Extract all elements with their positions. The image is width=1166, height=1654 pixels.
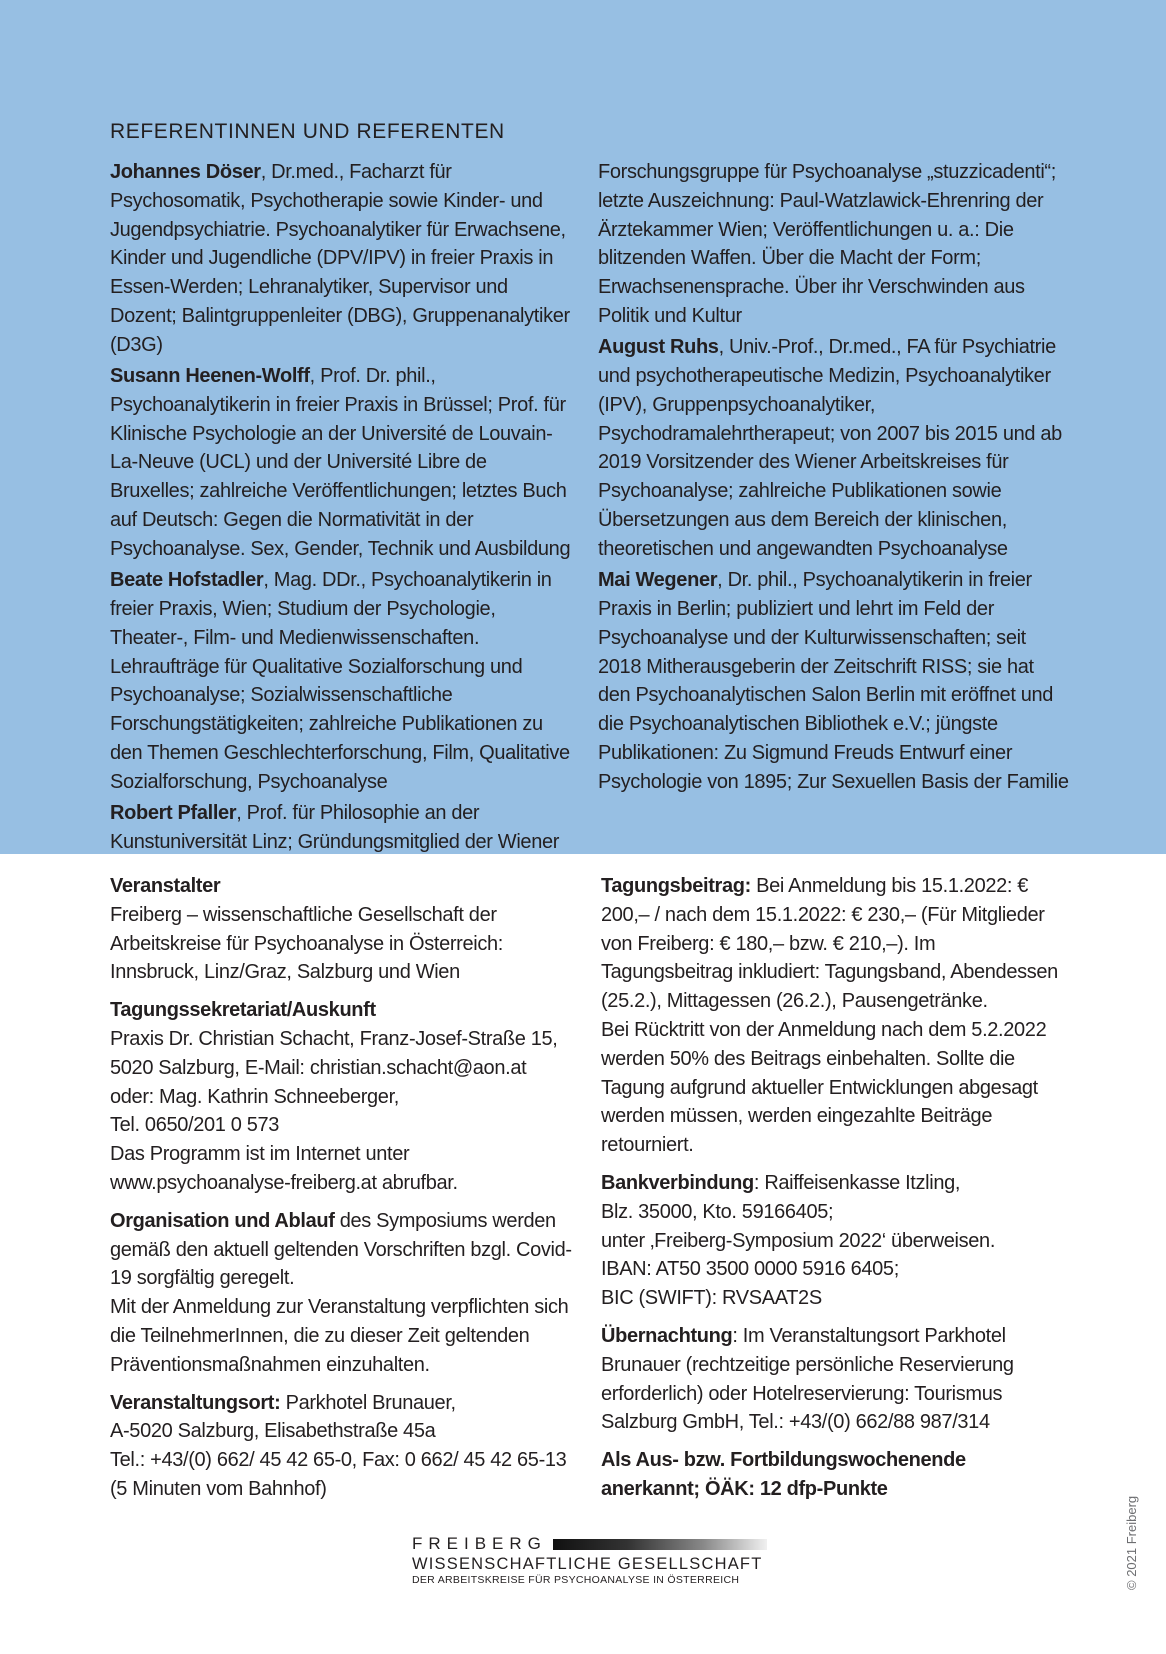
speaker-name: Johannes Döser bbox=[110, 161, 261, 183]
accreditation-line: anerkannt; ÖÄK: 12 dfp-Punkte bbox=[601, 1477, 888, 1500]
bank-line: unter ‚Freiberg-Symposium 2022‘ überweisen. bbox=[601, 1229, 996, 1252]
info-column-right bbox=[601, 872, 1071, 1513]
section-title: REFERENTINNEN UND REFERENTEN bbox=[110, 120, 505, 143]
bank-line: Blz. 35000, Kto. 59166405; bbox=[601, 1200, 834, 1223]
secretariat-block bbox=[110, 996, 580, 1198]
accommodation-heading: Übernachtung bbox=[601, 1324, 733, 1347]
venue-line bbox=[110, 1389, 580, 1418]
bank-name: : Raiffeisenkasse Itzling, bbox=[753, 1171, 961, 1194]
venue-name: Parkhotel Brunauer, bbox=[280, 1391, 456, 1414]
speakers-column-right bbox=[598, 158, 1070, 799]
logo-tagline: DER ARBEITSKREISE FÜR PSYCHOANALYSE IN ÖSTERREICH bbox=[412, 1574, 740, 1586]
speaker-text: , Dr.med., Facharzt für Psychosomatik, Psychotherapie sowie Kinder- und Jugendpsychiatrie. Psychoanalytiker für Erwachsene, Kinder und Jugendliche (DPV/IPV) in freier Praxis in Essen-Werden; Lehranalytiker, Supervisor und Dozent; Balintgruppenleiter (DBG), Gruppenanalytiker (D3G) bbox=[110, 161, 570, 356]
speaker-name: August Ruhs bbox=[598, 336, 719, 359]
organisation-text: des Symposiums werden gemäß den aktuell geltenden Vorschriften bzgl. Covid-19 sorgfältig geregelt. bbox=[110, 1209, 572, 1290]
secretariat-line: Praxis Dr. Christian Schacht, Franz-Josef-Straße 15, bbox=[110, 1027, 558, 1050]
logo-wordmark: FREIBERG bbox=[412, 1534, 547, 1553]
speaker-text: , Univ.-Prof., Dr.med., FA für Psychiatrie und psychotherapeutische Medizin, Psychoanalytiker (IPV), Gruppenpsychoanalytiker, Psychodramalehrtherapeut; von 2007 bis 2015 und ab 2019 Vorsitzender des Wiener Arbeitskreises für Psychoanalyse; zahlreiche Publikationen sowie Übersetzungen aus dem Bereich der klinischen, theoretischen und angewandten Psychoanalyse bbox=[598, 336, 1062, 560]
accommodation-text: : Im Veranstaltungsort Parkhotel Brunauer (rechtzeitige persönliche Reservierung erforderlich) oder Hotelreservierung: Tourismus Salzburg GmbH, Tel.: +43/(0) 662/88 987/314 bbox=[601, 1324, 1014, 1434]
organisation-paragraph bbox=[110, 1207, 580, 1293]
fee-paragraph-2: Bei Rücktritt von der Anmeldung nach dem 5.2.2022 werden 50% des Beitrags einbehalten. Sollte die Tagung aufgrund aktueller Entwicklungen abgesagt werden müssen, werden eingezahlte Beiträge retourniert. bbox=[601, 1018, 1047, 1157]
speaker-bio bbox=[598, 566, 1070, 796]
speaker-name: Susann Heenen-Wolff bbox=[110, 365, 310, 388]
secretariat-line: oder: Mag. Kathrin Schneeberger, bbox=[110, 1085, 399, 1108]
speaker-name: Beate Hofstadler bbox=[110, 569, 264, 592]
speaker-bio bbox=[110, 566, 575, 796]
fee-heading: Tagungsbeitrag: bbox=[601, 875, 751, 897]
organizer-line: Freiberg – wissenschaftliche Gesellschaft der bbox=[110, 903, 497, 926]
organizer-line: Innsbruck, Linz/Graz, Salzburg und Wien bbox=[110, 961, 460, 984]
secretariat-line: Das Programm ist im Internet unter bbox=[110, 1143, 410, 1166]
copyright-notice: © 2021 Freiberg bbox=[1124, 1495, 1139, 1590]
venue-line: A-5020 Salzburg, Elisabethstraße 45a bbox=[110, 1420, 436, 1443]
fee-text: Bei Anmeldung bis 15.1.2022: € 200,– / nach dem 15.1.2022: € 230,– (Für Mitglieder von Freiberg: € 180,– bzw. € 210,–). Im Tagungsbeitrag inkludiert: Tagungsband, Abendessen (25.2.), Mittagessen (26.2.), Pausengetränke. bbox=[601, 875, 1058, 1013]
bank-line: BIC (SWIFT): RVSAAT2S bbox=[601, 1287, 822, 1310]
bank-line bbox=[601, 1169, 1071, 1198]
bank-block bbox=[601, 1169, 1071, 1313]
organizer-line: Arbeitskreise für Psychoanalyse in Österreich: bbox=[110, 932, 503, 955]
speaker-text: , Mag. DDr., Psychoanalytikerin in freier Praxis, Wien; Studium der Psychologie, Theater-, Film- und Medienwissenschaften. Lehraufträge für Qualitative Sozialforschung und Psychoanalyse; Sozialwissenschaftliche Forschungstätigkeiten; zahlreiche Publikationen zu den Themen Geschlechterforschung, Film, Qualitative Sozialforschung, Psychoanalyse bbox=[110, 569, 570, 793]
speaker-text: , Prof. Dr. phil., Psychoanalytikerin in freier Praxis in Brüssel; Prof. für Klinische Psychologie an der Université de Louvain-La-Neuve (UCL) und der Université Libre de Bruxelles; zahlreiche Veröffentlichungen; letztes Buch auf Deutsch: Gegen die Normativität in der Psychoanalyse. Sex, Gender, Technik und Ausbildung bbox=[110, 365, 571, 560]
accommodation-paragraph bbox=[601, 1322, 1071, 1437]
organisation-paragraph-2: Mit der Anmeldung zur Veranstaltung verpflichten sich die TeilnehmerInnen, die zu dieser Zeit geltenden Präventionsmaßnahmen einzuhalten. bbox=[110, 1296, 569, 1376]
organizer-block bbox=[110, 872, 580, 987]
speaker-bio bbox=[110, 799, 575, 857]
speaker-bio bbox=[110, 362, 575, 564]
secretariat-line: Tel. 0650/201 0 573 bbox=[110, 1114, 280, 1137]
fee-paragraph bbox=[601, 872, 1071, 1016]
accreditation-line: Als Aus- bzw. Fortbildungswochenende bbox=[601, 1449, 966, 1472]
secretariat-line: www.psychoanalyse-freiberg.at abrufbar. bbox=[110, 1171, 458, 1194]
secretariat-line: 5020 Salzburg, E-Mail: christian.schacht@aon.at bbox=[110, 1056, 527, 1079]
bank-line: IBAN: AT50 3500 0000 5916 6405; bbox=[601, 1258, 899, 1281]
logo-subtitle: WISSENSCHAFTLICHE GESELLSCHAFT bbox=[412, 1555, 763, 1573]
speaker-bio bbox=[598, 333, 1070, 563]
accreditation-block bbox=[601, 1446, 1071, 1504]
logo-gradient-bar bbox=[553, 1539, 767, 1550]
speaker-name: Mai Wegener bbox=[598, 569, 718, 592]
organizer-heading: Veranstalter bbox=[110, 875, 221, 897]
speaker-text: , Prof. für Philosophie an der Kunstuniversität Linz; Gründungsmitglied der Wiener bbox=[110, 802, 560, 853]
speakers-column-left bbox=[110, 158, 575, 859]
speaker-bio bbox=[110, 158, 575, 360]
fee-block bbox=[601, 872, 1071, 1160]
venue-line: (5 Minuten vom Bahnhof) bbox=[110, 1477, 327, 1500]
venue-heading: Veranstaltungsort: bbox=[110, 1391, 281, 1414]
speaker-name: Robert Pfaller bbox=[110, 802, 237, 825]
logo-row bbox=[412, 1534, 772, 1554]
bank-heading: Bankverbindung bbox=[601, 1171, 754, 1194]
organisation-heading: Organisation und Ablauf bbox=[110, 1209, 335, 1232]
speaker-text: , Dr. phil., Psychoanalytikerin in freier Praxis in Berlin; publiziert und lehrt im Feld der Psychoanalyse und der Kulturwissenschaften; seit 2018 Mitherausgeberin der Zeitschrift RISS; sie hat den Psychoanalytischen Salon Berlin mit eröffnet und die Psychoanalytischen Bibliothek e.V.; jüngste Publikationen: Zu Sigmund Freuds Entwurf einer Psychologie von 1895; Zur Sexuellen Basis der Familie bbox=[598, 569, 1069, 793]
accommodation-block bbox=[601, 1322, 1071, 1437]
secretariat-heading: Tagungssekretariat/Auskunft bbox=[110, 999, 376, 1022]
info-column-left bbox=[110, 872, 580, 1513]
freiberg-logo bbox=[412, 1534, 772, 1586]
venue-line: Tel.: +43/(0) 662/ 45 42 65-0, Fax: 0 662/ 45 42 65-13 bbox=[110, 1449, 567, 1472]
organisation-block bbox=[110, 1207, 580, 1380]
venue-block bbox=[110, 1389, 580, 1504]
speaker-bio-continuation: Forschungsgruppe für Psychoanalyse „stuzzicadenti“; letzte Auszeichnung: Paul-Watzlawick-Ehrenring der Ärztekammer Wien; Veröffentlichungen u. a.: Die blitzenden Waffen. Über die Macht der Form; Erwachsenensprache. Über ihr Verschwinden aus Politik und Kultur bbox=[598, 161, 1056, 327]
